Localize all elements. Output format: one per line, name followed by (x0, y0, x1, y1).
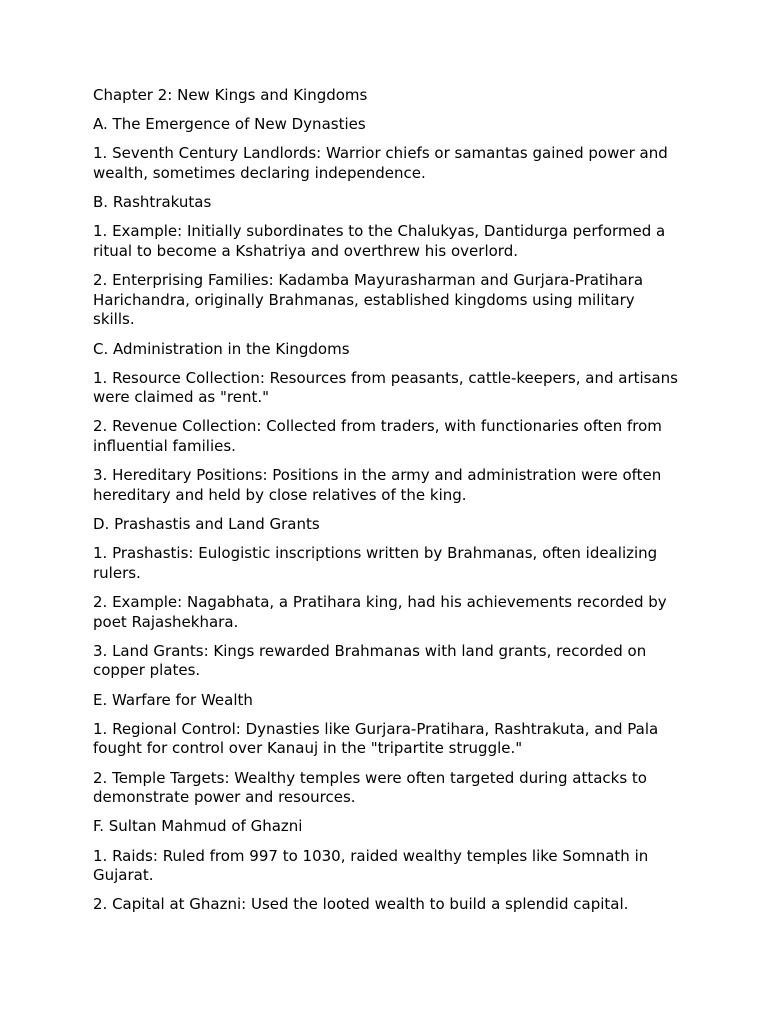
paragraph-b2: 2. Enterprising Families: Kadamba Mayurasharman and Gurjara-Pratihara Harichandra, originally Brahmanas, established kingdoms using military skills. (93, 271, 644, 329)
section-heading-a: A. The Emergence of New Dynasties (93, 115, 366, 134)
paragraph-b1: 1. Example: Initially subordinates to the Chalukyas, Dantidurga performed a ritual to become a Kshatriya and overthrew his overlord. (93, 222, 666, 260)
paragraph-c2: 2. Revenue Collection: Collected from traders, with functionaries often from influential families. (93, 417, 662, 456)
section-heading-f: F. Sultan Mahmud of Ghazni (93, 817, 303, 836)
paragraph-d1: 1. Prashastis: Eulogistic inscriptions written by Brahmanas, often idealizing rulers. (93, 544, 658, 582)
paragraph-a1: 1. Seventh Century Landlords: Warrior chiefs or samantas gained power and wealth, sometimes declaring independence. (93, 144, 668, 182)
section-heading-b: B. Rashtrakutas (93, 193, 212, 212)
paragraph-f2: 2. Capital at Ghazni: Used the looted wealth to build a splendid capital. (93, 895, 629, 914)
paragraph-c1: 1. Resource Collection: Resources from peasants, cattle-keepers, and artisans were claimed as "rent." (93, 368, 678, 407)
chapter-title: Chapter 2: New Kings and Kingdoms (93, 86, 368, 104)
paragraph-c3: 3. Hereditary Positions: Positions in the army and administration were often hereditary and held by close relatives of the king. (93, 466, 662, 504)
paragraph-f1: 1. Raids: Ruled from 997 to 1030, raided wealthy temples like Somnath in Gujarat. (93, 846, 649, 885)
section-heading-e: E. Warfare for Wealth (93, 690, 253, 709)
document-page (93, 86, 678, 924)
paragraph-e2: 2. Temple Targets: Wealthy temples were often targeted during attacks to demonstrate power and resources. (93, 768, 647, 807)
paragraph-d2: 2. Example: Nagabhata, a Pratihara king, had his achievements recorded by poet Rajashekhara. (93, 593, 667, 631)
section-heading-d: D. Prashastis and Land Grants (93, 515, 320, 534)
paragraph-e1: 1. Regional Control: Dynasties like Gurjara-Pratihara, Rashtrakuta, and Pala fought for control over Kanauj in the "tripartite struggle." (93, 719, 659, 758)
paragraph-d3: 3. Land Grants: Kings rewarded Brahmanas with land grants, recorded on copper plates. (93, 641, 647, 680)
section-heading-c: C. Administration in the Kingdoms (93, 339, 350, 358)
